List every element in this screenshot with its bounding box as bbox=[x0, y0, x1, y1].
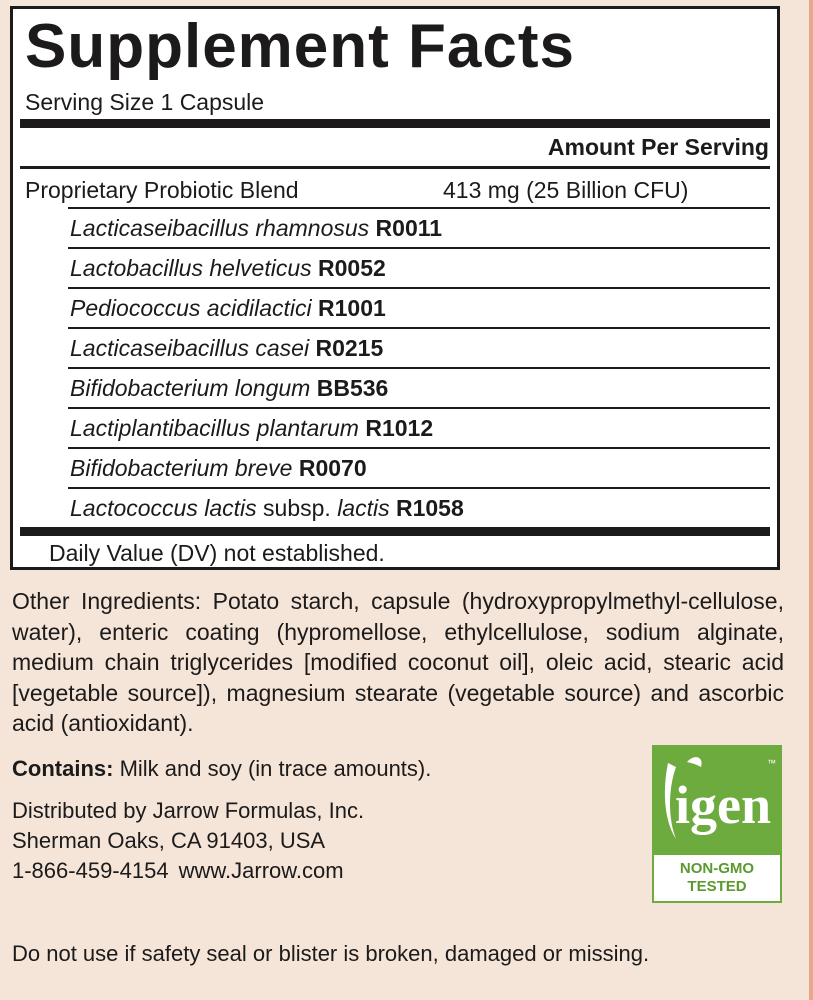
strain-code: R1001 bbox=[318, 295, 386, 321]
strain-species: Pediococcus acidilactici bbox=[70, 295, 312, 321]
serving-size: Serving Size 1 Capsule bbox=[25, 89, 265, 115]
safety-warning: Do not use if safety seal or blister is broken, damaged or missing. bbox=[12, 941, 650, 966]
blend-row bbox=[25, 173, 763, 207]
strain-row bbox=[70, 369, 388, 407]
strain-row bbox=[70, 329, 383, 367]
strain-code: R1058 bbox=[395, 495, 464, 521]
distributor-name: Distributed by Jarrow Formulas, Inc. bbox=[12, 798, 365, 823]
igen-leaf-icon bbox=[654, 747, 780, 855]
allergen-statement bbox=[12, 754, 431, 784]
divider-header bbox=[20, 166, 770, 169]
strain-species: Lacticaseibacillus casei bbox=[70, 335, 310, 361]
strain-row bbox=[70, 289, 386, 327]
igen-logo-panel bbox=[654, 747, 780, 855]
strain-code: BB536 bbox=[316, 375, 389, 401]
igen-logo-text: igen bbox=[675, 775, 772, 835]
strain-code: R1012 bbox=[365, 415, 434, 441]
distributor-address: Sherman Oaks, CA 91403, USA bbox=[12, 828, 326, 853]
badge-caption bbox=[654, 855, 780, 901]
strain-row bbox=[70, 409, 433, 447]
supplement-facts-panel bbox=[10, 6, 780, 570]
divider-thick-top bbox=[20, 119, 770, 128]
phone-number: 1-866-459-4154 bbox=[12, 858, 169, 883]
strain-row bbox=[70, 489, 464, 527]
strain-species: Bifidobacterium longum bbox=[70, 375, 311, 401]
strain-row bbox=[70, 449, 367, 487]
strain-code: R0070 bbox=[298, 455, 367, 481]
strain-code: R0011 bbox=[375, 215, 443, 241]
strain-species: Lactobacillus helveticus bbox=[70, 255, 312, 281]
trademark-mark: ™ bbox=[767, 758, 776, 768]
strain-code: R0052 bbox=[318, 255, 386, 281]
amount-per-serving-header: Amount Per Serving bbox=[547, 134, 769, 160]
strain-row bbox=[70, 249, 386, 287]
strain-species: Lacticaseibacillus rhamnosus bbox=[70, 215, 370, 241]
strain-species: Bifidobacterium breve bbox=[70, 455, 293, 481]
strain-species: Lactiplantibacillus plantarum bbox=[70, 415, 359, 441]
non-gmo-badge bbox=[652, 745, 782, 903]
distributor-contact bbox=[12, 856, 364, 886]
badge-line-1: NON-GMO bbox=[679, 860, 755, 877]
strain-species: Lactococcus lactis bbox=[70, 495, 257, 521]
label-edge bbox=[809, 0, 813, 1000]
strain-subsp-label: subsp. bbox=[263, 495, 331, 521]
blend-amount: 413 mg (25 Billion CFU) bbox=[443, 177, 689, 203]
strain-code: R0215 bbox=[315, 335, 384, 361]
badge-line-2: TESTED bbox=[687, 878, 747, 895]
other-ingredients: Other Ingredients: Potato starch, capsule (hydroxypropylmethyl-cellulose, water), enteric coating (hypromellose, ethylcellulose, sodium alginate, medium chain triglycerides [modified coconut oil], oleic acid, stearic acid [vegetable source]), magnesium stearate (vegetable source) and ascorbic acid (antioxidant). bbox=[12, 588, 784, 736]
strain-row bbox=[70, 209, 442, 247]
strain-subspecies: lactis bbox=[337, 495, 390, 521]
daily-value-note: Daily Value (DV) not established. bbox=[49, 540, 385, 566]
blend-name: Proprietary Probiotic Blend bbox=[25, 177, 299, 203]
website: www.Jarrow.com bbox=[178, 858, 344, 883]
contains-label: Contains: bbox=[12, 756, 114, 781]
divider-thick-bottom bbox=[20, 527, 770, 536]
contains-text: Milk and soy (in trace amounts). bbox=[119, 756, 432, 781]
facts-title: Supplement Facts bbox=[25, 12, 575, 81]
distributor-info bbox=[12, 796, 364, 886]
